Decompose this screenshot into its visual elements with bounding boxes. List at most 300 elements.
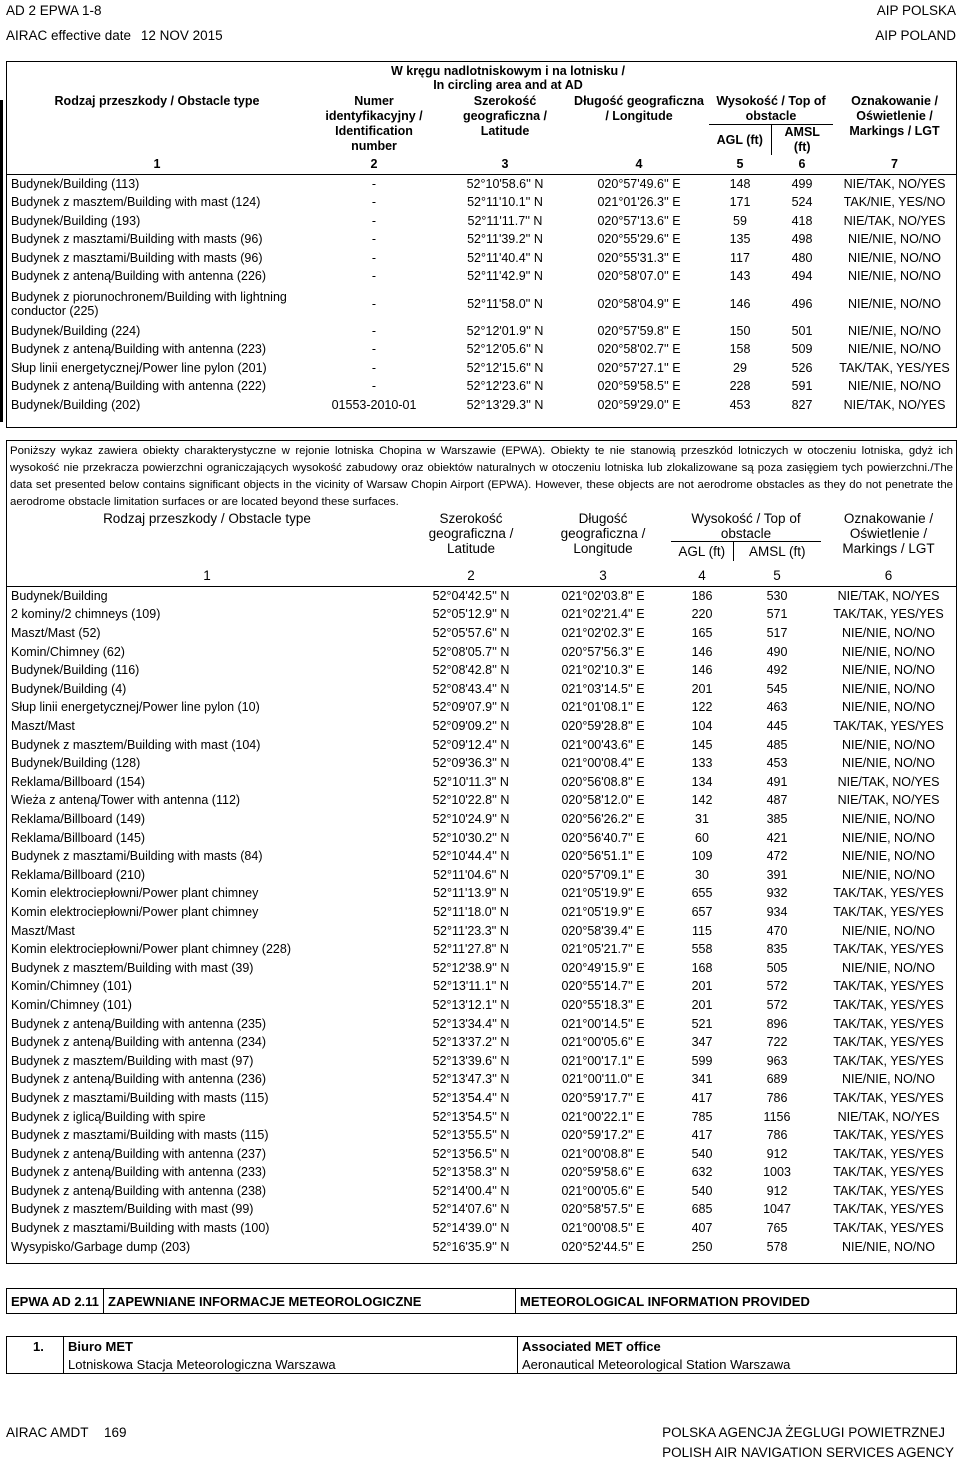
table-cell: Komin/Chimney (101) — [11, 979, 132, 994]
table-cell: - — [371, 176, 377, 191]
significant-objects-section — [6, 440, 957, 1264]
table-row — [7, 940, 956, 959]
table-cell: 52°09'07.9'' N — [432, 700, 510, 715]
section-code: EPWA AD 2.11 — [11, 1294, 99, 1309]
met-value-pl: Lotniskowa Stacja Meteorologiczna Warszawa — [68, 1357, 336, 1372]
table-cell: NIE/NIE, NO/NO — [841, 700, 936, 715]
table-row — [7, 1107, 956, 1126]
table-cell: NIE/NIE, NO/NO — [841, 812, 936, 827]
table-cell: 021°00'14.5'' E — [561, 1016, 645, 1031]
table-cell: 1003 — [763, 1165, 791, 1180]
airac-amendment-label: AIRAC AMDT — [6, 1425, 89, 1440]
table-cell: NIE/NIE, NO/NO — [841, 681, 936, 696]
table-cell: - — [371, 296, 377, 311]
table-row — [7, 717, 956, 736]
table-row — [7, 1200, 956, 1219]
table-row — [7, 977, 956, 996]
table-cell: 52°09'09.2'' N — [432, 719, 510, 734]
table-cell: 765 — [766, 1221, 788, 1236]
table-cell: 021°00'08.4'' E — [561, 756, 645, 771]
table-cell: 632 — [691, 1165, 713, 1180]
table-cell: 158 — [729, 342, 751, 357]
table-row — [7, 322, 956, 341]
table-cell: 932 — [766, 886, 788, 901]
table-cell: 186 — [691, 588, 713, 603]
document-reference: AD 2 EPWA 1-8 — [6, 3, 102, 18]
header-top-of-obstacle: Wysokość / Top of obstacle — [709, 94, 833, 125]
table-cell: 52°11'04.6'' N — [433, 867, 509, 882]
table-row — [7, 680, 956, 699]
table-cell: TAK/TAK, YES/YES — [833, 1035, 944, 1050]
table-cell: 52°04'42.5'' N — [432, 588, 510, 603]
table-cell: Budynek z anteną/Building with antenna (223) — [11, 342, 267, 357]
table-cell: 786 — [766, 1128, 788, 1143]
table-cell: Budynek/Building (116) — [11, 663, 140, 678]
table-cell: 020°56'08.8'' E — [561, 774, 645, 789]
table-cell: 341 — [691, 1072, 713, 1087]
table-cell: 347 — [691, 1035, 713, 1050]
table-cell: 021°01'26.3'' E — [597, 195, 681, 210]
header-left — [6, 2, 223, 44]
table-cell: 52°12'38.9'' N — [432, 960, 510, 975]
table-cell: NIE/NIE, NO/NO — [841, 1072, 936, 1087]
table-cell: Budynek/Building (202) — [11, 397, 141, 412]
met-office-table — [6, 1336, 957, 1374]
table-row — [7, 810, 956, 829]
table-cell: 52°13'54.5'' N — [432, 1109, 510, 1124]
table-cell: 020°59'58.5'' E — [597, 379, 681, 394]
table-row — [7, 359, 956, 378]
header-longitude-2: Długość geograficzna / Longitude — [560, 511, 646, 556]
table-cell: Reklama/Billboard (145) — [11, 830, 146, 845]
intro-text: Poniższy wykaz zawiera obiekty charakterystyczne w rejonie lotniska Chopina w Warszawie (EPWA). Obiekty te nie stanowią przeszkód lotniczych w otoczeniu lotniska, gdyż ich wysokość nie przekracza powierzchni ograniczających wysokość zabudowy oraz obiektów naturalnych w otoczeniu lotniska lub zlokalizowane są poza zasięgiem tych powierzchni./The data set presented below contains significant objects in the vicinity of Warsaw Chopin Airport (EPWA). However, these objects are not aerodrome obstacles as they do not penetrate the aerodrome obstacle limitation surfaces or are located beyond these surfaces. — [10, 445, 953, 508]
obstacle-table-2 — [7, 511, 956, 1256]
table-cell: 52°11'27.8'' N — [433, 942, 509, 957]
table-row — [7, 773, 956, 792]
table-row — [7, 605, 956, 624]
table-cell: 786 — [766, 1090, 788, 1105]
table-cell: 30 — [695, 867, 709, 882]
table-cell: 52°11'58.0'' N — [467, 296, 543, 311]
obstacle-table-1 — [7, 62, 956, 414]
table-row — [7, 958, 956, 977]
table-cell: 52°12'15.6'' N — [466, 360, 544, 375]
table-cell: 146 — [691, 663, 713, 678]
airac-effective-label: AIRAC effective date — [6, 28, 132, 43]
table-cell: TAK/TAK, YES/YES — [833, 997, 944, 1012]
header-longitude: Długość geograficzna / Longitude — [574, 94, 704, 123]
obstacle-table-1-body — [7, 174, 956, 414]
table-cell: 578 — [766, 1239, 788, 1254]
table-row — [7, 212, 956, 231]
table-cell: TAK/TAK, YES/YES — [833, 607, 944, 622]
table-cell: 020°57'59.8'' E — [597, 323, 681, 338]
table-cell: 499 — [791, 176, 813, 191]
met-label-en: Associated MET office — [522, 1339, 661, 1354]
table-cell: 391 — [766, 867, 788, 882]
table-cell: 020°57'27.1'' E — [597, 360, 681, 375]
table-row — [7, 377, 956, 396]
table-row — [7, 828, 956, 847]
table-cell: TAK/TAK, YES/YES — [833, 719, 944, 734]
table-cell: 52°11'40.4'' N — [467, 250, 543, 265]
table-cell: 453 — [729, 397, 751, 412]
table-cell: - — [371, 323, 377, 338]
table-cell: NIE/NIE, NO/NO — [841, 1239, 936, 1254]
table-cell: 020°55'18.3'' E — [561, 997, 645, 1012]
table-cell: 52°13'12.1'' N — [432, 997, 510, 1012]
table-cell: - — [371, 195, 377, 210]
table-row — [7, 1033, 956, 1052]
table-cell: 896 — [766, 1016, 788, 1031]
table-cell: Budynek z masztami/Building with masts (115) — [11, 1128, 269, 1143]
table-cell: 145 — [691, 737, 713, 752]
table-cell: 480 — [791, 250, 813, 265]
table-cell: 29 — [733, 360, 747, 375]
table-cell: 963 — [766, 1053, 788, 1068]
table-cell: 142 — [691, 793, 713, 808]
table-cell: 496 — [791, 296, 813, 311]
caption-circling-area — [307, 62, 709, 94]
table-cell: 01553-2010-01 — [331, 397, 417, 412]
column-number: 2 — [370, 157, 378, 172]
table-cell: Reklama/Billboard (154) — [11, 774, 146, 789]
table-cell: NIE/TAK, NO/YES — [843, 176, 946, 191]
table-cell: 021°02'21.4'' E — [561, 607, 645, 622]
table-cell: NIE/NIE, NO/NO — [847, 379, 942, 394]
table-cell: 509 — [791, 342, 813, 357]
table-cell: 52°14'07.6'' N — [432, 1202, 510, 1217]
table-cell: 122 — [691, 700, 713, 715]
table-cell: Budynek z anteną/Building with antenna (233) — [11, 1165, 267, 1180]
table-cell: NIE/NIE, NO/NO — [841, 737, 936, 752]
table-cell: 418 — [791, 213, 813, 228]
table-cell: NIE/NIE, NO/NO — [841, 830, 936, 845]
table-cell: 385 — [766, 812, 788, 827]
table-cell: 020°57'09.1'' E — [561, 867, 645, 882]
table-row — [7, 586, 956, 605]
table-cell: NIE/TAK, NO/YES — [843, 213, 946, 228]
table-cell: 517 — [766, 626, 788, 641]
table-cell: 020°56'51.1'' E — [561, 849, 645, 864]
table-row — [7, 698, 956, 717]
table-cell: Budynek z masztami/Building with masts (115) — [11, 1090, 269, 1105]
table-row — [7, 1163, 956, 1182]
table-row — [7, 754, 956, 773]
table-cell: 52°13'58.3'' N — [432, 1165, 510, 1180]
table-cell: Budynek z piorunochronem/Building with lightning conductor (225) — [11, 289, 287, 318]
column-number: 1 — [203, 568, 211, 584]
table-cell: TAK/TAK, YES/YES — [833, 1202, 944, 1217]
table-cell: NIE/NIE, NO/NO — [847, 269, 942, 284]
table-row — [7, 1144, 956, 1163]
table-cell: 521 — [691, 1016, 713, 1031]
table-cell: 530 — [766, 588, 788, 603]
table-cell: Komin elektrociepłowni/Power plant chimney — [11, 886, 259, 901]
table-cell: 148 — [729, 176, 751, 191]
column-number: 1 — [153, 157, 161, 172]
table-cell: Budynek/Building (224) — [11, 323, 141, 338]
table-cell: 165 — [691, 626, 713, 641]
header-obstacle-type: Rodzaj przeszkody / Obstacle type — [54, 94, 260, 108]
table-cell: 020°59'29.0'' E — [597, 397, 681, 412]
table-cell: 133 — [691, 756, 713, 771]
table-cell: 021°00'22.1'' E — [561, 1109, 645, 1124]
table-cell: NIE/NIE, NO/NO — [841, 644, 936, 659]
table-cell: 020°58'02.7'' E — [597, 342, 681, 357]
obstacle-table-circling — [6, 61, 957, 428]
table-cell: 52°10'30.2'' N — [432, 830, 510, 845]
table-cell: 020°57'49.6'' E — [597, 176, 681, 191]
table-cell: 021°00'05.6'' E — [561, 1183, 645, 1198]
table-cell: 526 — [791, 360, 813, 375]
table-cell: 540 — [691, 1146, 713, 1161]
table-cell: 52°11'42.9'' N — [467, 269, 543, 284]
footer-right — [662, 1424, 954, 1461]
table-cell: 52°05'12.9'' N — [432, 607, 510, 622]
table-cell: Budynek z masztem/Building with mast (104) — [11, 737, 261, 752]
table-cell: Maszt/Mast — [11, 719, 75, 734]
table-cell: 52°13'47.3'' N — [432, 1072, 510, 1087]
table-row — [7, 193, 956, 212]
table-cell: 020°59'58.6'' E — [561, 1165, 645, 1180]
table-row — [7, 1219, 956, 1238]
table-row — [7, 866, 956, 885]
table-cell: 021°00'43.6'' E — [561, 737, 645, 752]
table-cell: Maszt/Mast (52) — [11, 626, 101, 641]
table-row — [7, 921, 956, 940]
table-cell: 020°58'04.9'' E — [597, 296, 681, 311]
table-cell: 020°57'13.6'' E — [597, 213, 681, 228]
footer-left — [6, 1424, 127, 1441]
table-cell: TAK/TAK, YES/YES — [833, 1053, 944, 1068]
table-cell: 545 — [766, 681, 788, 696]
table-cell: - — [371, 250, 377, 265]
table-cell: 463 — [766, 700, 788, 715]
table-cell: 020°58'39.4'' E — [561, 923, 645, 938]
table-cell: Wysypisko/Garbage dump (203) — [11, 1239, 191, 1254]
table-cell: TAK/TAK, YES/YES — [833, 979, 944, 994]
table-cell: 494 — [791, 269, 813, 284]
table-cell: 52°13'55.5'' N — [432, 1128, 510, 1143]
table-row — [7, 642, 956, 661]
table-row — [7, 624, 956, 643]
column-number: 4 — [698, 568, 706, 584]
header-obstacle-type-2: Rodzaj przeszkody / Obstacle type — [103, 511, 311, 526]
table-cell: NIE/NIE, NO/NO — [847, 250, 942, 265]
table-cell: TAK/TAK, YES/YES — [833, 1146, 944, 1161]
table-cell: 021°00'08.8'' E — [561, 1146, 645, 1161]
table-cell: 021°00'08.5'' E — [561, 1221, 645, 1236]
table-cell: Budynek z masztami/Building with masts (84) — [11, 849, 263, 864]
table-row — [7, 791, 956, 810]
table-cell: 572 — [766, 997, 788, 1012]
table-row — [7, 396, 956, 415]
table-cell: 021°01'08.1'' E — [561, 700, 645, 715]
table-cell: 021°02'03.8'' E — [561, 588, 645, 603]
table-cell: 52°10'22.8'' N — [432, 793, 510, 808]
met-item-number: 1. — [33, 1339, 44, 1354]
table-cell: Komin elektrociepłowni/Power plant chimney (228) — [11, 942, 291, 957]
table-cell: 52°09'36.3'' N — [432, 756, 510, 771]
table-cell: 540 — [691, 1183, 713, 1198]
table-cell: Budynek z masztem/Building with mast (124) — [11, 195, 261, 210]
column-number: 5 — [773, 568, 781, 584]
table-cell: 020°57'56.3'' E — [561, 644, 645, 659]
table-cell: 020°59'28.8'' E — [561, 719, 645, 734]
column-number-row — [7, 155, 956, 174]
table-row — [7, 1237, 956, 1256]
table-cell: 52°10'44.4'' N — [432, 849, 510, 864]
table-cell: 571 — [766, 607, 788, 622]
table-row — [7, 847, 956, 866]
table-cell: 52°05'57.6'' N — [432, 626, 510, 641]
table-cell: 52°16'35.9'' N — [432, 1239, 510, 1254]
table-cell: 52°13'37.2'' N — [432, 1035, 510, 1050]
table-cell: - — [371, 342, 377, 357]
header-latitude: Szerokość geograficzna / Latitude — [462, 94, 548, 138]
table-cell: Reklama/Billboard (149) — [11, 812, 146, 827]
table-cell: - — [371, 360, 377, 375]
table-cell: Budynek z masztami/Building with masts (96) — [11, 232, 263, 247]
table-row — [7, 884, 956, 903]
table-cell: 558 — [691, 942, 713, 957]
table-cell: 146 — [729, 296, 751, 311]
table-cell: Komin elektrociepłowni/Power plant chimney — [11, 904, 259, 919]
table-cell: 445 — [766, 719, 788, 734]
table-cell: 52°11'39.2'' N — [467, 232, 543, 247]
header-amsl-2: AMSL (ft) — [733, 542, 821, 561]
agency-name-pl: POLSKA AGENCJA ŻEGLUGI POWIETRZNEJ — [662, 1425, 945, 1440]
table-cell: NIE/TAK, NO/YES — [843, 397, 946, 412]
column-number: 2 — [467, 568, 475, 584]
table-cell: 020°58'57.5'' E — [561, 1202, 645, 1217]
table-cell: 52°13'11.1'' N — [433, 979, 509, 994]
table-cell: 52°11'23.3'' N — [433, 923, 509, 938]
table-cell: 827 — [791, 397, 813, 412]
table-cell: 490 — [766, 644, 788, 659]
airac-amendment-number: 169 — [104, 1425, 127, 1440]
table-cell: NIE/TAK, NO/YES — [837, 774, 940, 789]
column-number: 5 — [736, 157, 744, 172]
table-cell: 020°55'14.7'' E — [561, 979, 645, 994]
table-cell: 52°13'54.4'' N — [432, 1090, 510, 1105]
table-row — [7, 1182, 956, 1201]
table-cell: 201 — [691, 979, 713, 994]
table-cell: 421 — [766, 830, 788, 845]
table-cell: 020°58'12.0'' E — [561, 793, 645, 808]
header-latitude-2: Szerokość geograficzna / Latitude — [428, 511, 514, 556]
table-row — [7, 1014, 956, 1033]
table-cell: 52°08'42.8'' N — [432, 663, 510, 678]
column-number: 3 — [599, 568, 607, 584]
table-cell: 220 — [691, 607, 713, 622]
table-cell: 2 kominy/2 chimneys (109) — [11, 607, 161, 622]
table-cell: 31 — [695, 812, 709, 827]
table-cell: Maszt/Mast — [11, 923, 75, 938]
table-cell: 52°10'11.3'' N — [433, 774, 509, 789]
table-cell: 021°02'10.3'' E — [561, 663, 645, 678]
table-row — [7, 996, 956, 1015]
table-cell: 021°00'05.6'' E — [561, 1035, 645, 1050]
airac-effective-line — [6, 27, 223, 44]
table-cell: Budynek z anteną/Building with antenna (238) — [11, 1183, 267, 1198]
table-cell: 492 — [766, 663, 788, 678]
table-cell: 021°05'19.9'' E — [561, 904, 645, 919]
table-cell: 912 — [766, 1183, 788, 1198]
table-cell: TAK/TAK, YES/YES — [833, 904, 944, 919]
table-cell: NIE/NIE, NO/NO — [841, 960, 936, 975]
table-cell: 104 — [691, 719, 713, 734]
table-cell: 785 — [691, 1109, 713, 1124]
table-cell: 453 — [766, 756, 788, 771]
table-cell: 52°10'24.9'' N — [432, 812, 510, 827]
table-cell: 020°56'26.2'' E — [561, 812, 645, 827]
table-cell: 685 — [691, 1202, 713, 1217]
table-cell: 020°58'07.0'' E — [597, 269, 681, 284]
header-top-of-obstacle-2: Wysokość / Top of obstacle — [691, 511, 801, 541]
table-cell: NIE/NIE, NO/NO — [841, 867, 936, 882]
table-cell: 52°11'10.1'' N — [467, 195, 543, 210]
table-cell: Słup linii energetycznej/Power line pylon (201) — [11, 360, 267, 375]
header-agl-2: AGL (ft) — [671, 542, 733, 561]
column-number: 6 — [884, 568, 893, 584]
table-cell: Budynek/Building (4) — [11, 681, 127, 696]
table-cell: Komin/Chimney (101) — [11, 997, 132, 1012]
table-cell: 020°59'17.7'' E — [561, 1090, 645, 1105]
table-cell: 657 — [691, 904, 713, 919]
table-cell: 52°13'56.5'' N — [432, 1146, 510, 1161]
table-row — [7, 340, 956, 359]
table-cell: 599 — [691, 1053, 713, 1068]
table-cell: 1156 — [763, 1109, 791, 1124]
table-cell: 168 — [691, 960, 713, 975]
table-cell: Budynek z masztem/Building with mast (97) — [11, 1053, 254, 1068]
header-markings: Oznakowanie / Oświetlenie / Markings / LGT — [849, 94, 940, 138]
table-cell: 020°55'31.3'' E — [597, 250, 681, 265]
table-cell: 201 — [691, 997, 713, 1012]
table-cell: 52°11'11.7'' N — [467, 213, 543, 228]
table-cell: 52°10'58.6'' N — [466, 176, 544, 191]
table-cell: NIE/NIE, NO/NO — [847, 342, 942, 357]
table-cell: 171 — [729, 195, 751, 210]
table-row — [7, 661, 956, 680]
table-cell: 020°55'29.6'' E — [597, 232, 681, 247]
table-cell: 52°08'43.4'' N — [432, 681, 510, 696]
airac-effective-date: 12 NOV 2015 — [140, 28, 223, 43]
table-cell: 146 — [691, 644, 713, 659]
header-markings-2: Oznakowanie / Oświetlenie / Markings / LGT — [842, 511, 935, 556]
table-cell: 52°11'18.0'' N — [433, 904, 509, 919]
table-cell: - — [371, 213, 377, 228]
table-cell: Budynek/Building (128) — [11, 756, 141, 771]
section-title-en: METEOROLOGICAL INFORMATION PROVIDED — [520, 1294, 810, 1309]
table-cell: 407 — [691, 1221, 713, 1236]
table-cell: 020°59'17.2'' E — [561, 1128, 645, 1143]
table-cell: 115 — [692, 923, 712, 938]
table-cell: 417 — [691, 1128, 713, 1143]
table-row — [7, 1089, 956, 1108]
table-cell: 021°05'19.9'' E — [561, 886, 645, 901]
table-row — [7, 1070, 956, 1089]
table-cell: 60 — [695, 830, 709, 845]
table-cell: NIE/TAK, NO/YES — [837, 793, 940, 808]
met-label-pl: Biuro MET — [68, 1339, 133, 1354]
table-cell: 835 — [766, 942, 788, 957]
table-cell: 52°13'39.6'' N — [432, 1053, 510, 1068]
table-cell: 021°03'14.5'' E — [561, 681, 645, 696]
table-cell: 134 — [691, 774, 713, 789]
